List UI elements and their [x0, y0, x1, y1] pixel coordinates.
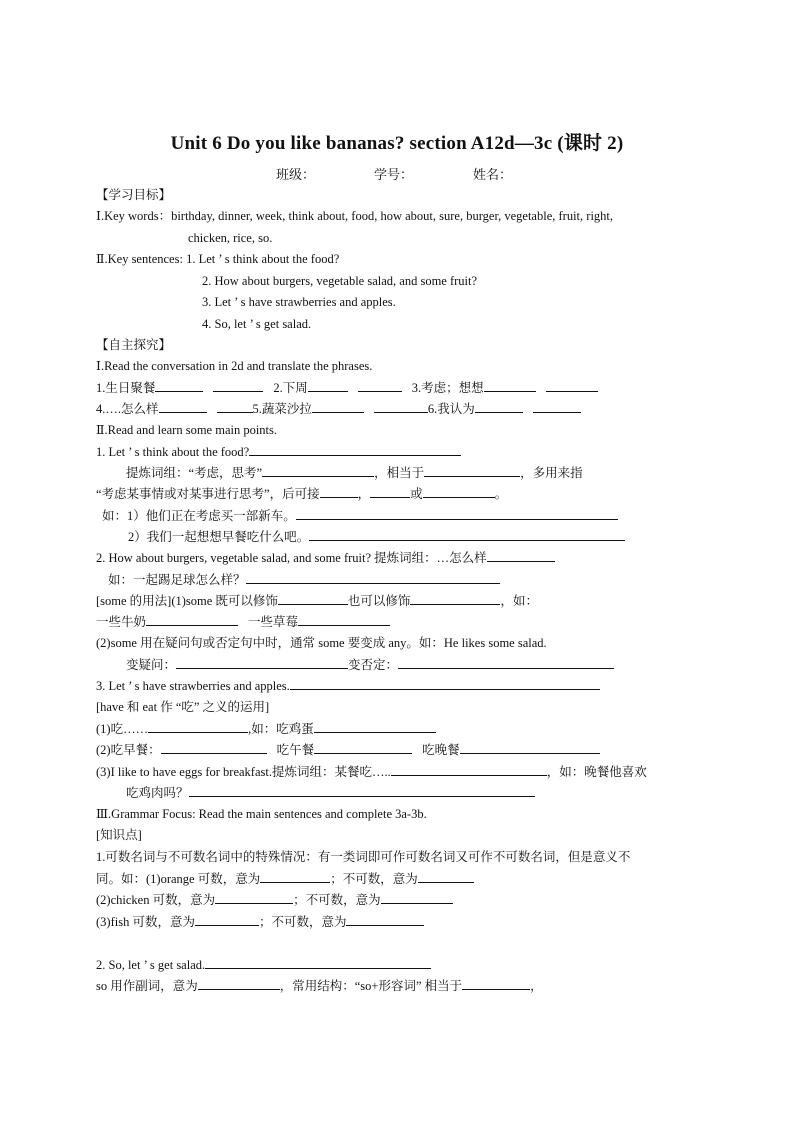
- answer-blank[interactable]: [260, 870, 330, 883]
- have-usage-line-4: [126, 784, 535, 800]
- s1-example-2: [128, 528, 625, 544]
- some-usage-text-3: ，如：: [500, 594, 538, 608]
- number-label: 学号：: [374, 167, 414, 182]
- comma-text: ，: [357, 487, 371, 501]
- answer-blank[interactable]: [155, 379, 203, 392]
- phrase-row-2: [96, 400, 581, 416]
- sentence-3-line: [96, 677, 600, 693]
- chicken-uncountable-text: ；不可数，意为: [293, 893, 381, 907]
- so-meaning-text: so 用作副词，意为: [96, 979, 198, 993]
- class-label: 班级：: [276, 167, 316, 182]
- s1-usage-label: ，多用来指: [520, 466, 583, 480]
- answer-blank[interactable]: [262, 464, 374, 477]
- answer-blank[interactable]: [189, 784, 535, 797]
- some-usage-text-2: 也可以修饰: [347, 594, 411, 608]
- answer-blank[interactable]: [418, 870, 474, 883]
- key-sentence-4: 4. So, let ’ s get salad.: [202, 317, 312, 331]
- dinner-text: 吃晚餐: [422, 743, 460, 757]
- breakfast-text: (2)吃早餐：: [96, 743, 161, 757]
- part3-title: Ⅲ.Grammar Focus: Read the main sentences and complete 3a-3b.: [96, 807, 427, 821]
- sentence-3: 3. Let ’ s have strawberries and apples.: [96, 679, 290, 693]
- key-sentence-2: 2. How about burgers, vegetable salad, and some fruit?: [202, 274, 478, 288]
- page-title: Unit 6 Do you like bananas? section A12d—3c (课时 2): [170, 133, 624, 154]
- part1-title: Ⅰ.Read the conversation in 2d and translate the phrases.: [96, 359, 373, 373]
- answer-blank[interactable]: [198, 977, 280, 990]
- negative-form-label: 变否定：: [348, 658, 399, 672]
- some-strawberries-text: 一些草莓: [248, 615, 299, 629]
- s1-usage-line: [96, 485, 507, 501]
- knowledge-line-3: [96, 891, 453, 907]
- some-usage-line-4: [126, 656, 614, 672]
- so-structure-text: ，常用结构：“so+形容词” 相当于: [279, 979, 463, 993]
- answer-blank[interactable]: [475, 400, 523, 413]
- answer-blank[interactable]: [278, 592, 348, 605]
- phrase-birthday-dinner: 1.生日聚餐: [96, 381, 156, 395]
- s1-example-1: [102, 507, 618, 523]
- answer-blank[interactable]: [484, 379, 536, 392]
- key-words-line-2: chicken, rice, so.: [188, 231, 273, 245]
- have-chicken-question: 吃鸡肉吗？: [126, 786, 189, 800]
- answer-blank[interactable]: [176, 656, 348, 669]
- so-usage-line: [96, 977, 543, 993]
- some-usage-line-2: [96, 613, 390, 629]
- answer-blank[interactable]: [374, 400, 428, 413]
- period-text: 。: [494, 487, 508, 501]
- comma-text: ，: [530, 979, 543, 993]
- sentence-4-line: [96, 956, 431, 972]
- fish-countable-text: (3)fish 可数，意为: [96, 915, 195, 929]
- answer-blank[interactable]: [215, 891, 293, 904]
- answer-blank[interactable]: [546, 379, 598, 392]
- answer-blank[interactable]: [391, 763, 547, 776]
- answer-blank[interactable]: [533, 400, 581, 413]
- have-usage-line-1: [96, 720, 436, 736]
- knowledge-line-1: 1.可数名词与不可数名词中的特殊情况：有一类词即可作可数名词又可作不可数名词，但是意义不: [96, 850, 631, 864]
- phrase-next-week: 2.下周: [273, 381, 308, 395]
- answer-blank[interactable]: [146, 613, 238, 626]
- sentence-1-line: [96, 443, 461, 459]
- key-words-line: Ⅰ.Key words：birthday, dinner, week, think about, food, how about, sure, burger, vegetable, fruit, right,: [96, 209, 614, 223]
- or-text: 或: [410, 487, 423, 501]
- answer-blank[interactable]: [148, 720, 248, 733]
- explore-heading: 【自主探究】: [96, 338, 172, 352]
- answer-blank[interactable]: [410, 592, 500, 605]
- have-usage-example: ，如：晚餐他喜欢: [546, 765, 647, 779]
- answer-blank[interactable]: [462, 977, 530, 990]
- orange-uncountable-text: ；不可数，意为: [330, 872, 418, 886]
- some-usage-line-1: [96, 592, 538, 608]
- s1-phrase-line: [126, 464, 583, 480]
- answer-blank[interactable]: [195, 913, 259, 926]
- answer-blank[interactable]: [487, 549, 555, 562]
- answer-blank[interactable]: [346, 913, 424, 926]
- have-usage-line-2: [96, 741, 600, 757]
- answer-blank[interactable]: [296, 507, 618, 520]
- answer-blank[interactable]: [217, 400, 253, 413]
- sentence-4: 2. So, let ’ s get salad.: [96, 958, 206, 972]
- phrase-how-about: 4.….怎么样: [96, 402, 159, 416]
- answer-blank[interactable]: [398, 656, 614, 669]
- some-usage-line-3: (2)some 用在疑问句或否定句中时，通常 some 要变成 any。如：He likes some salad.: [96, 636, 547, 650]
- answer-blank[interactable]: [249, 443, 461, 456]
- answer-blank[interactable]: [460, 741, 600, 754]
- s1-example-1-text: 如：1）他们正在考虑买一部新车。: [102, 509, 296, 523]
- some-usage-text: [some 的用法](1)some 既可以修饰: [96, 594, 278, 608]
- answer-blank[interactable]: [320, 485, 358, 498]
- answer-blank[interactable]: [290, 677, 600, 690]
- key-sentence-1: Ⅱ.Key sentences: 1. Let ’ s think about the food?: [96, 252, 340, 266]
- phrase-think-about: 3.考虑；想想: [411, 381, 484, 395]
- s1-example-2-text: 2）我们一起想想早餐吃什么吧。: [128, 530, 310, 544]
- have-eat-heading: [have 和 eat 作 “吃” 之义的运用]: [96, 700, 270, 714]
- answer-blank[interactable]: [309, 528, 625, 541]
- answer-blank[interactable]: [205, 956, 431, 969]
- have-usage-line-3: [96, 763, 647, 779]
- have-usage-text-3: (3)I like to have eggs for breakfast.提炼词组：某餐吃…..: [96, 765, 391, 779]
- phrase-vegetable-salad: 5.蔬菜沙拉: [252, 402, 312, 416]
- answer-blank[interactable]: [312, 400, 364, 413]
- s1-phrase-label: 提炼词组：“考虑，思考”: [126, 466, 263, 480]
- answer-blank[interactable]: [423, 485, 495, 498]
- part2-title: Ⅱ.Read and learn some main points.: [96, 423, 278, 437]
- s2-example-text: 如：一起踢足球怎么样？: [108, 573, 246, 587]
- s2-example: [108, 571, 500, 587]
- name-label: 姓名：: [473, 167, 513, 182]
- key-sentence-3: 3. Let ’ s have strawberries and apples.: [202, 295, 396, 309]
- answer-blank[interactable]: [161, 741, 267, 754]
- sentence-1: 1. Let ’ s think about the food?: [96, 445, 250, 459]
- phrase-row-1: [96, 379, 598, 395]
- question-form-label: 变疑问：: [126, 658, 177, 672]
- answer-blank[interactable]: [298, 613, 390, 626]
- sentence-2: 2. How about burgers, vegetable salad, and some fruit? 提炼词组：…怎么样: [96, 551, 487, 565]
- chicken-countable-text: (2)chicken 可数，意为: [96, 893, 216, 907]
- lunch-text: 吃午餐: [276, 743, 315, 757]
- knowledge-line-2: [96, 870, 474, 886]
- answer-blank[interactable]: [213, 379, 263, 392]
- phrase-i-think: 6.我认为: [427, 402, 475, 416]
- knowledge-line-4: [96, 913, 424, 929]
- answer-blank[interactable]: [381, 891, 453, 904]
- sentence-2-line: [96, 549, 555, 565]
- fish-uncountable-text: ；不可数，意为: [258, 915, 347, 929]
- answer-blank[interactable]: [370, 485, 410, 498]
- s1-equivalent-label: ，相当于: [374, 466, 425, 480]
- answer-blank[interactable]: [246, 571, 500, 584]
- have-usage-text: (1)吃……: [96, 722, 149, 736]
- some-milk-text: 一些牛奶: [96, 615, 147, 629]
- answer-blank[interactable]: [424, 464, 520, 477]
- knowledge-heading: [知识点]: [96, 828, 142, 842]
- s1-usage-text: “考虑某事情或对某事进行思考”，后可接: [96, 487, 320, 501]
- objectives-heading: 【学习目标】: [96, 188, 172, 202]
- orange-countable-text: 同。如：(1)orange 可数，意为: [96, 872, 261, 886]
- answer-blank[interactable]: [314, 741, 412, 754]
- answer-blank[interactable]: [314, 720, 436, 733]
- eat-eggs-text: ,如：吃鸡蛋: [248, 722, 314, 736]
- answer-blank[interactable]: [159, 400, 207, 413]
- answer-blank[interactable]: [358, 379, 402, 392]
- answer-blank[interactable]: [308, 379, 348, 392]
